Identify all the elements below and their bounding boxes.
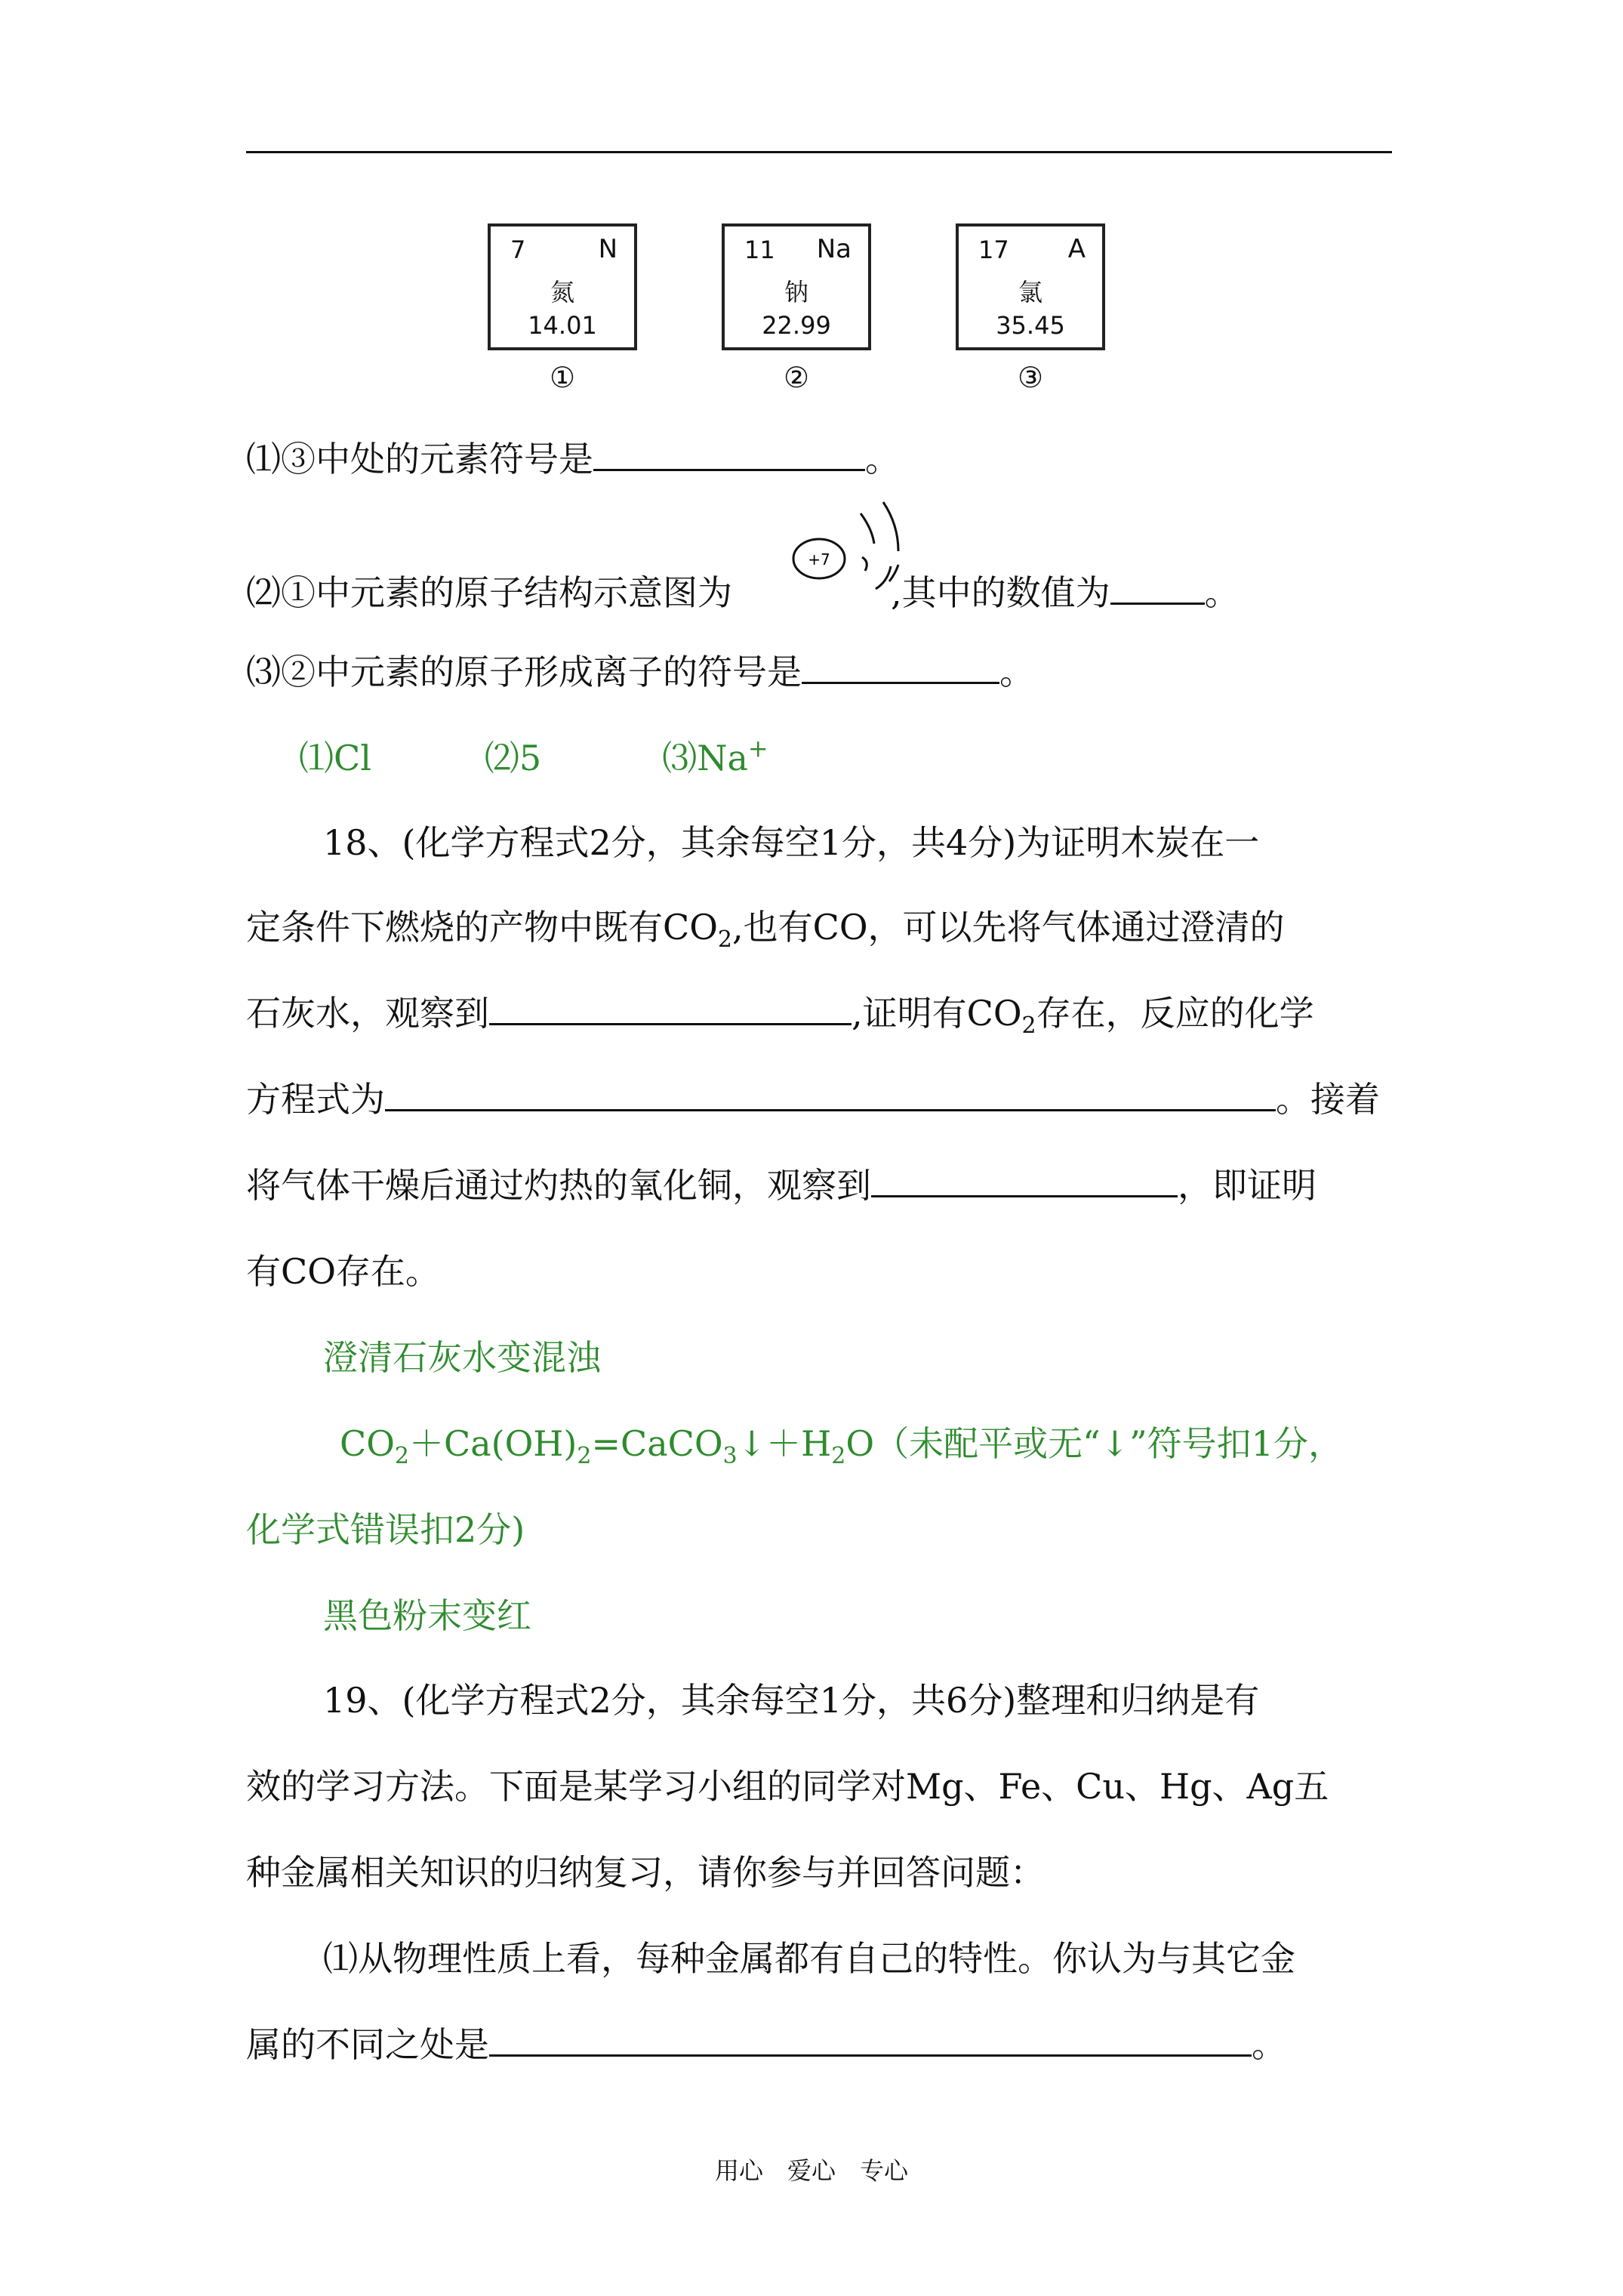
text: 。 — [1252, 2024, 1286, 2065]
answer-blank[interactable] — [871, 1165, 1178, 1197]
atomic-mass: 14.01 — [528, 311, 597, 340]
text: 将气体干燥后通过灼热的氧化铜，观察到 — [246, 1165, 871, 1206]
element-symbol: A — [1067, 234, 1086, 264]
element-symbol: N — [598, 234, 617, 264]
answer-blank[interactable] — [802, 652, 999, 684]
q17-part2-text: ⑵①中元素的原子结构示意图为 — [246, 572, 732, 613]
answer-3: ⑶Na — [662, 738, 748, 778]
text: 定条件下燃烧的产物中既有CO — [246, 907, 718, 948]
q18-line1: 18、(化学方程式2分，其余每空1分，共4分)为证明木炭在一 — [323, 822, 1260, 863]
atomic-number: 17 — [978, 236, 1009, 264]
page-footer: 用心 爱心 专心 — [714, 2156, 908, 2185]
element-label: ① — [549, 361, 576, 394]
element-card-sodium — [722, 223, 871, 350]
q17-part3-text: ⑶②中元素的原子形成离子的符号是 — [246, 652, 802, 692]
q17-part1-text: ⑴③中处的元素符号是 — [246, 439, 593, 479]
q18-answer2 — [340, 1421, 1343, 1469]
atomic-mass: 22.99 — [762, 311, 831, 340]
q18-answer2-cont: 化学式错误扣2分) — [246, 1509, 525, 1550]
q18-line6: 有CO存在。 — [246, 1251, 440, 1292]
subscript: 2 — [577, 1443, 592, 1469]
q19-line4: ⑴从物理性质上看，每种金属都有自己的特性。你认为与其它金 — [323, 1938, 1295, 1979]
element-card-chlorine — [956, 223, 1105, 350]
answer-1: ⑴Cl — [299, 738, 371, 778]
q17-part2-mid: ,其中的数值为 — [891, 572, 1110, 613]
text: ↓＋H — [737, 1423, 832, 1464]
q18-line4 — [246, 1077, 1380, 1122]
subscript: 2 — [717, 926, 733, 953]
subscript: 2 — [394, 1443, 410, 1469]
text: 石灰水，观察到 — [246, 993, 489, 1034]
charge-sup: + — [747, 734, 768, 763]
q17-part3 — [246, 649, 1034, 695]
atomic-number: 7 — [510, 236, 526, 264]
text: 属的不同之处是 — [246, 2024, 489, 2065]
punct: 。 — [999, 652, 1034, 692]
text: 存在，反应的化学 — [1036, 993, 1314, 1034]
text: ,也有CO，可以先将气体通过澄清的 — [732, 907, 1285, 948]
text: 。接着 — [1276, 1079, 1380, 1120]
text: CO — [340, 1423, 395, 1464]
element-name: 钠 — [784, 278, 808, 307]
q19-line2: 效的学习方法。下面是某学习小组的同学对Mg、Fe、Cu、Hg、Ag五 — [246, 1766, 1329, 1807]
q17-part2 — [246, 570, 1240, 615]
answer-blank[interactable] — [593, 439, 865, 471]
element-card-nitrogen — [488, 223, 637, 350]
text: =CaCO — [591, 1423, 723, 1464]
q18-line3 — [246, 991, 1314, 1039]
text: ,证明有CO — [852, 993, 1022, 1034]
subscript: 2 — [831, 1443, 846, 1469]
punct: 。 — [865, 439, 900, 479]
q18-line5 — [246, 1163, 1317, 1208]
q18-line2 — [246, 905, 1285, 953]
header-rule — [246, 151, 1392, 153]
punct: 。 — [1204, 572, 1240, 613]
atomic-mass: 35.45 — [996, 311, 1065, 340]
subscript: 3 — [722, 1443, 738, 1469]
answer-blank[interactable] — [1110, 572, 1205, 605]
atomic-number: 11 — [744, 236, 775, 264]
text: ＋Ca(OH) — [409, 1423, 577, 1464]
element-name: 氯 — [1018, 278, 1042, 307]
q18-answer1: 澄清石灰水变混浊 — [323, 1337, 601, 1378]
q19-line1: 19、(化学方程式2分，其余每空1分，共6分)整理和归纳是有 — [323, 1680, 1260, 1721]
answer-blank[interactable] — [489, 2024, 1252, 2057]
text: 方程式为 — [246, 1079, 385, 1120]
answer-blank[interactable] — [385, 1079, 1276, 1111]
element-symbol: Na — [816, 234, 852, 264]
q17-answers — [299, 735, 768, 781]
q17-part1 — [246, 436, 900, 482]
answer-blank[interactable] — [489, 993, 852, 1025]
text: O（未配平或无“↓”符号扣1分， — [845, 1423, 1343, 1464]
subscript: 2 — [1021, 1012, 1036, 1039]
q19-line5 — [246, 2022, 1286, 2067]
q19-line3: 种金属相关知识的归纳复习，请你参与并回答问题： — [246, 1852, 1045, 1893]
element-name: 氮 — [550, 278, 574, 307]
nucleus-charge: +7 — [808, 550, 830, 569]
answer-2: ⑵5 — [484, 738, 542, 778]
element-label: ② — [783, 361, 810, 394]
text: ，即证明 — [1178, 1165, 1317, 1206]
q18-answer3: 黑色粉末变红 — [323, 1595, 531, 1636]
element-label: ③ — [1017, 361, 1044, 394]
